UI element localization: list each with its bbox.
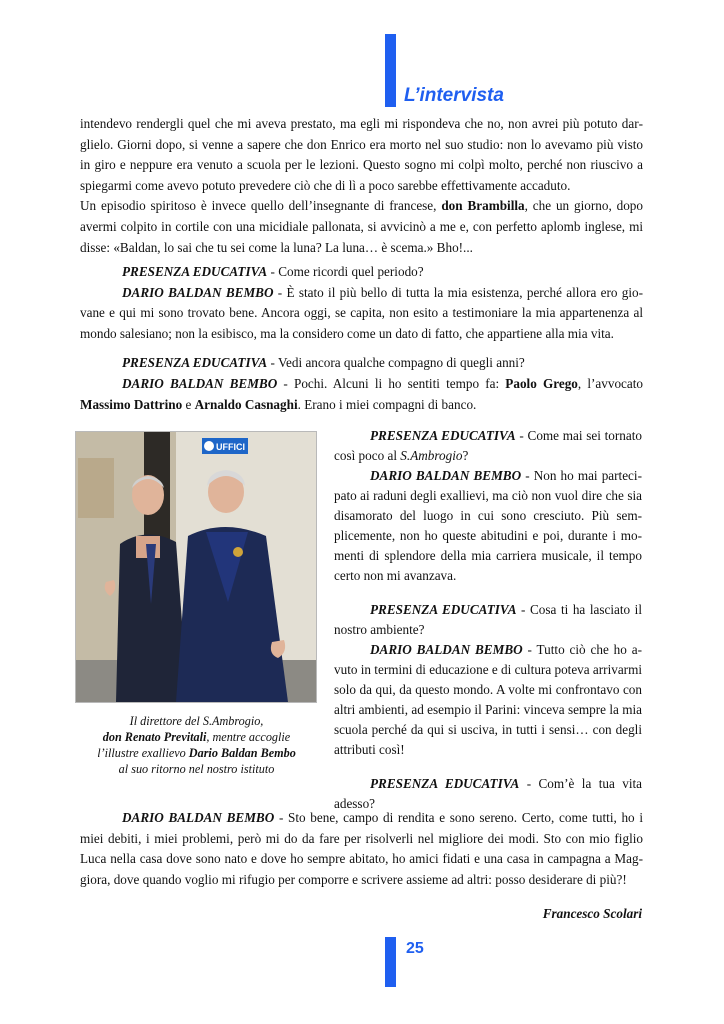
- answer: DARIO BALDAN BEMBO - Sto bene, campo di rendita e sono sereno. Certo, come tutti, ho i miei debiti, i miei problemi, però mi do da fare per risolverli nel migliore dei modi. Sto con mio figlio Luca nella casa dove sono nato e dove ho sempre abitato, ho amici fidati e una casa in campagna a Maggiora, dove quando voglio mi rifugio per comporre e scrivere assieme ad altri: posso desiderare di più?!: [80, 810, 643, 887]
- paragraph: Un episodio spiritoso è invece quello dell’insegnante di francese, don Brambilla, che un giorno, dopo avermi colpito in cortile con una micidiale pallonata, si avvicinò a me e, con perfetto aplomb inglese, mi disse: «Baldan, lo sai che tu sei come la luna? La luna… è scema.» Bho!...: [80, 198, 643, 255]
- question: PRESENZA EDUCATIVA - Vedi ancora qualche compagno di quegli anni?: [122, 355, 525, 371]
- qa-block-2: [334, 426, 642, 814]
- person-name: don Brambilla: [441, 198, 525, 214]
- answer: DARIO BALDAN BEMBO - Pochi. Alcuni li ho sentiti tempo fa: Paolo Grego, l’avvocato Massimo Dattrino e Arnaldo Casnaghi. Erano i miei compagni di banco.: [80, 375, 644, 412]
- interviewer-label: PRESENZA EDUCATIVA: [122, 355, 268, 371]
- interviewer-label: PRESENZA EDUCATIVA: [122, 264, 268, 279]
- interviewer-label: PRESENZA EDUCATIVA: [370, 776, 520, 791]
- guest-label: DARIO BALDAN BEMBO: [122, 810, 275, 825]
- guest-label: DARIO BALDAN BEMBO: [370, 468, 522, 483]
- person-name: Paolo Grego: [505, 375, 578, 391]
- place-name: S.Ambrogio: [400, 448, 463, 463]
- paragraph: intendevo rendergli quel che mi aveva prestato, ma egli mi rispondeva che no, non avrei più potuto darglielo. Giorni dopo, si venne a sapere che don Enrico era morto nel suo studio: non lo avevamo più visto in giro e neppure era venuto a scuola per le lezioni. Questo sogno mi colpì molto, perché non riuscivo a spiegarmi come avevo potuto prevedere ciò che di lì a poco sarebbe effettivamente accaduto.: [80, 116, 643, 193]
- interviewer-label: PRESENZA EDUCATIVA: [370, 428, 516, 443]
- answer: DARIO BALDAN BEMBO - Non ho mai partecipato ai raduni degli exallievi, ma ciò non vuol dire che sia disamorato del luogo in cui sono cresciuto. Più semplicemente, non ho queste abitudini e poi, durante i momenti di splendore della mia carriera musicale, il tempo certo non mi avanzava.: [334, 468, 642, 583]
- photo-caption: [80, 713, 313, 777]
- answer: DARIO BALDAN BEMBO - È stato il più bello di tutta la mia esistenza, perché allora ero giovane e qui mi sono trovato bene. Ancora oggi, se capita, non esito a testimoniare la mia appartenenza al mondo salesiano; non la esibisco, ma la considero come un dato di fatto, che appartiene alla mia vita.: [80, 284, 643, 341]
- footer-accent-bar: [385, 937, 396, 987]
- question: PRESENZA EDUCATIVA - Come mai sei tornato così poco al S.Ambrogio?: [334, 428, 643, 463]
- section-title: L’intervista: [404, 85, 504, 106]
- caption-line: al suo ritorno nel nostro istituto: [118, 762, 275, 776]
- caption-line: l’illustre exallievo Dario Baldan Bembo: [97, 746, 296, 760]
- page-number: 25: [406, 940, 424, 957]
- guest-label: DARIO BALDAN BEMBO: [122, 284, 274, 300]
- qa-block-3: [80, 808, 643, 890]
- guest-label: DARIO BALDAN BEMBO: [122, 375, 278, 391]
- person-name: Massimo Dattrino: [80, 396, 183, 412]
- question: PRESENZA EDUCATIVA - Come ricordi quel periodo?: [122, 264, 424, 279]
- header-accent-bar: [385, 34, 396, 107]
- person-name: Arnaldo Casnaghi: [194, 396, 298, 412]
- interviewer-label: PRESENZA EDUCATIVA: [370, 602, 517, 617]
- question: PRESENZA EDUCATIVA - Com’è la tua vita adesso?: [334, 776, 642, 811]
- photo-illustration: [76, 432, 316, 702]
- caption-line: don Renato Previtali, mentre accoglie: [102, 730, 291, 744]
- qa-block-1: [80, 262, 643, 415]
- caption-name: don Renato Previtali: [102, 730, 207, 744]
- door-sign-text: UFFICI: [216, 442, 245, 452]
- photo-director-and-alumnus: [75, 431, 317, 703]
- guest-label: DARIO BALDAN BEMBO: [370, 642, 523, 657]
- author-signature: Francesco Scolari: [542, 906, 642, 921]
- intro-text: [80, 114, 643, 258]
- caption-line: Il direttore del S.Ambrogio,: [129, 714, 264, 728]
- question: PRESENZA EDUCATIVA - Cosa ti ha lasciato il nostro ambiente?: [334, 602, 642, 637]
- caption-name: Dario Baldan Bembo: [188, 746, 296, 760]
- answer: DARIO BALDAN BEMBO - Tutto ciò che ho avuto in termini di educazione e di cultura poteva arrivarmi solo da qui, da questo mondo. A volte mi confrontavo con altri ambienti, ad esempio il Parini: vinceva sempre la mia scuola perché da qui si usciva, in tutti i sensi… con degli attributi così!: [334, 642, 643, 757]
